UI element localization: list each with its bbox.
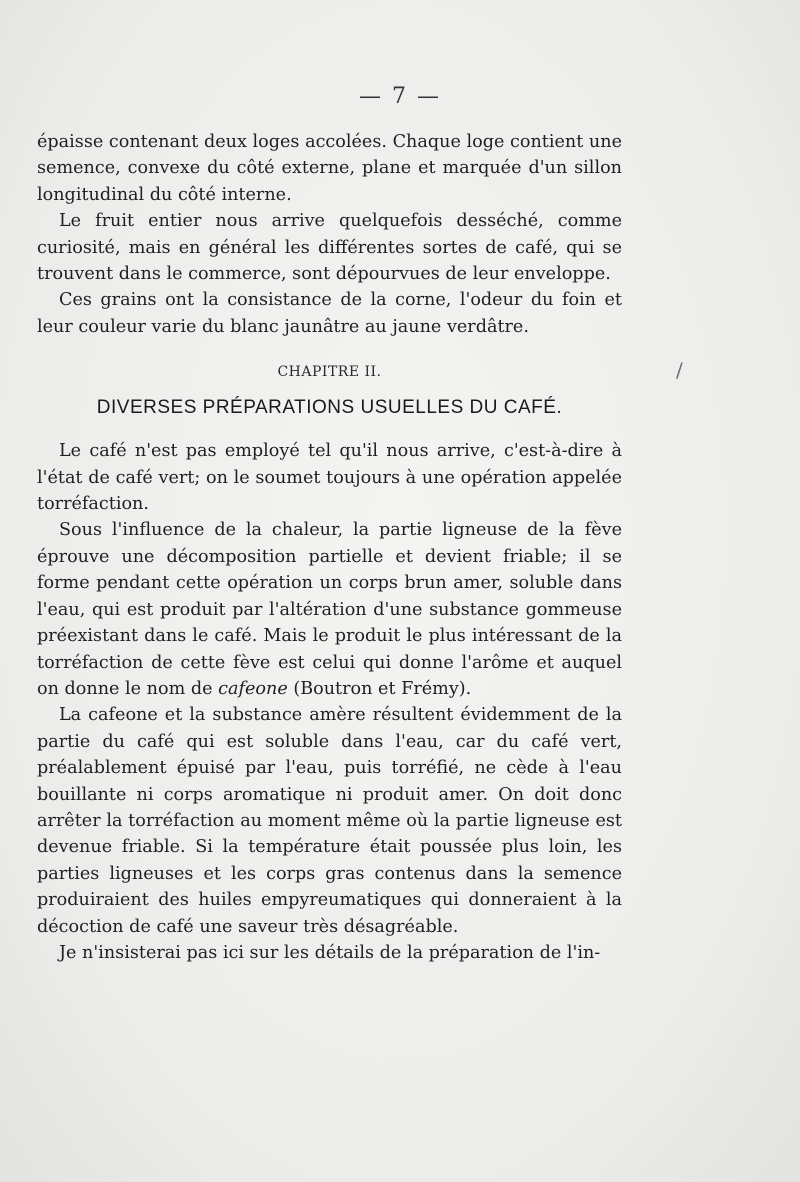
paragraph: Le fruit entier nous arrive quelquefois desséché, comme curiosité, mais en général les différentes sortes de café, qui se trouvent dans le commerce, sont dépourvues de leur enveloppe. <box>37 211 622 285</box>
paragraph: La cafeone et la substance amère résultent évidemment de la partie du café qui est soluble dans l'eau, car du café vert, préalablement épuisé par l'eau, puis torréfié, ne cède à l'eau bouillante ni corps aromatique ni produit amer. On doit donc arrêter la torréfaction au moment même où la partie ligneuse est devenue friable. Si la température était poussée plus loin, les parties ligneuses et les corps gras contenus dans la semence produiraient des huiles empyreumatiques qui donneraient à la décoction de café une saveur très désagréable. <box>37 705 622 937</box>
paragraph: Ces grains ont la consistance de la corne, l'odeur du foin et leur couleur varie du blanc jaunâtre au jaune verdâtre. <box>37 290 622 337</box>
paragraph: Je n'insisterai pas ici sur les détails de la préparation de l'in- <box>59 942 601 963</box>
chapter-title: DIVERSES PRÉPARATIONS USUELLES DU CAFÉ. <box>96 397 563 419</box>
page-number: — 7 — <box>359 84 441 109</box>
chapter-label: CHAPITRE II. <box>277 364 382 381</box>
paragraph-continued: épaisse contenant deux loges accolées. Chaque loge contient une semence, convexe du côté externe, plane et marquée d'un sillon longitudinal du côté interne. <box>37 132 622 205</box>
paragraph-text-tail: (Boutron et Frémy). <box>287 678 472 699</box>
emphasized-term: cafeone <box>218 678 288 699</box>
paragraph: Le café n'est pas employé tel qu'il nous arrive, c'est-à-dire à l'état de café vert; on le soumet toujours à une opération appelée torréfaction. <box>37 441 622 515</box>
paragraph <box>37 517 622 702</box>
paragraph-text: Sous l'influence de la chaleur, la partie ligneuse de la fève éprouve une décomposition partielle et devient friable; il se forme pendant cette opération un corps brun amer, soluble dans l'eau, qui est produit par l'altération d'une substance gommeuse préexistant dans le café. Mais le produit le plus intéressant de la torréfaction de cette fève est celui qui donne l'arôme et auquel on donne le nom de <box>37 520 622 699</box>
margin-mark: / <box>676 358 683 382</box>
body-text <box>37 129 622 966</box>
